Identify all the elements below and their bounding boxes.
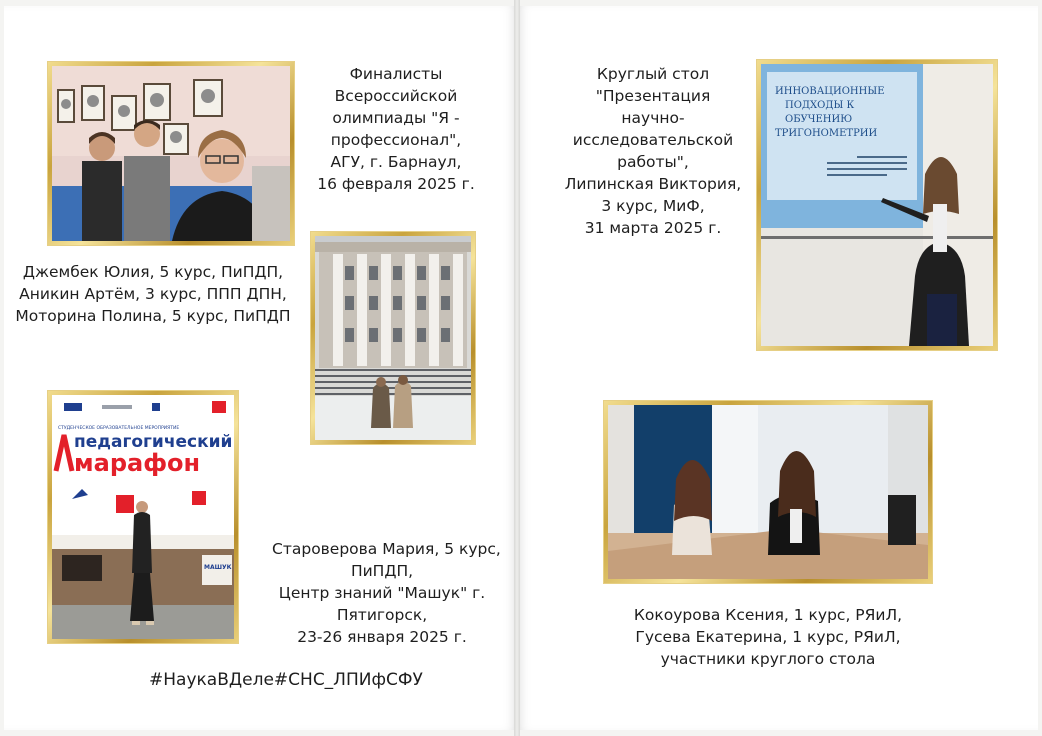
slide-title-line: ТРИГОНОМЕТРИИ — [775, 128, 878, 139]
photo-frame-presentation — [757, 60, 997, 350]
caption-line: Гусева Екатерина, 1 курс, РЯиЛ, — [635, 628, 901, 646]
slide-title-line: ОБУЧЕНИЮ — [785, 114, 853, 125]
caption-line: олимпиады "Я - — [332, 109, 460, 127]
caption-finalists — [296, 63, 496, 195]
caption-line: 16 февраля 2025 г. — [317, 175, 475, 193]
caption-line: Центр знаний "Машук" г. — [278, 584, 486, 602]
caption-line: Круглый стол — [596, 65, 710, 83]
caption-line: участники круглого стола — [660, 650, 876, 668]
caption-line: научно- — [621, 109, 685, 127]
hashtag: #НаукаВДеле#СНС_ЛПИфСФУ — [149, 670, 423, 690]
photo-university-building — [315, 236, 471, 440]
caption-mashuk — [272, 538, 501, 648]
slide-title-line: ПОДХОДЫ К — [785, 100, 855, 111]
caption-line: Липинская Виктория, — [564, 175, 742, 193]
caption-line: 3 курс, МиФ, — [601, 197, 705, 215]
photo-frame-round-table — [604, 401, 932, 583]
slide-title-line: ИННОВАЦИОННЫЕ — [775, 86, 885, 97]
page-gutter — [514, 0, 520, 736]
photo-round-table — [608, 405, 928, 579]
caption-line: Финалисты — [349, 65, 443, 83]
marathon-brand: МАШУК — [204, 564, 232, 571]
caption-line: профессионал", — [330, 131, 462, 149]
caption-line: ПиПДП, — [350, 562, 414, 580]
caption-round-table-participants — [610, 604, 926, 670]
caption-line: Пятигорск, — [336, 606, 428, 624]
marathon-title-line1: педагогический — [74, 432, 233, 452]
caption-line: 23-26 января 2025 г. — [297, 628, 467, 646]
caption-line: Всероссийской — [334, 87, 458, 105]
photo-finalists-selfie — [52, 66, 290, 241]
caption-line: 31 марта 2025 г. — [584, 219, 722, 237]
caption-line: Джембек Юлия, 5 курс, ПиПДП, — [22, 263, 284, 281]
photo-frame-finalists — [48, 62, 294, 245]
photo-frame-university — [311, 232, 475, 444]
caption-line: Староверова Мария, 5 курс, — [272, 540, 501, 558]
caption-line: АГУ, г. Барнаул, — [330, 153, 462, 171]
caption-line: Аникин Артём, 3 курс, ППП ДПН, — [19, 285, 287, 303]
caption-line: работы", — [617, 153, 689, 171]
marathon-title-line2: марафон — [74, 449, 201, 477]
caption-line: "Презентация — [595, 87, 711, 105]
photo-pedagogical-marathon — [52, 395, 234, 639]
marathon-subtitle: СТУДЕНЧЕСКОЕ ОБРАЗОВАТЕЛЬНОЕ МЕРОПРИЯТИЕ — [58, 426, 180, 431]
caption-round-table — [550, 63, 756, 239]
photo-frame-marathon — [48, 391, 238, 643]
caption-line: исследовательской — [572, 131, 734, 149]
photo-presentation — [761, 64, 993, 346]
caption-finalists-names — [14, 261, 292, 327]
caption-line: Моторина Полина, 5 курс, ПиПДП — [15, 307, 291, 325]
caption-line: Кокоурова Ксения, 1 курс, РЯиЛ, — [633, 606, 903, 624]
